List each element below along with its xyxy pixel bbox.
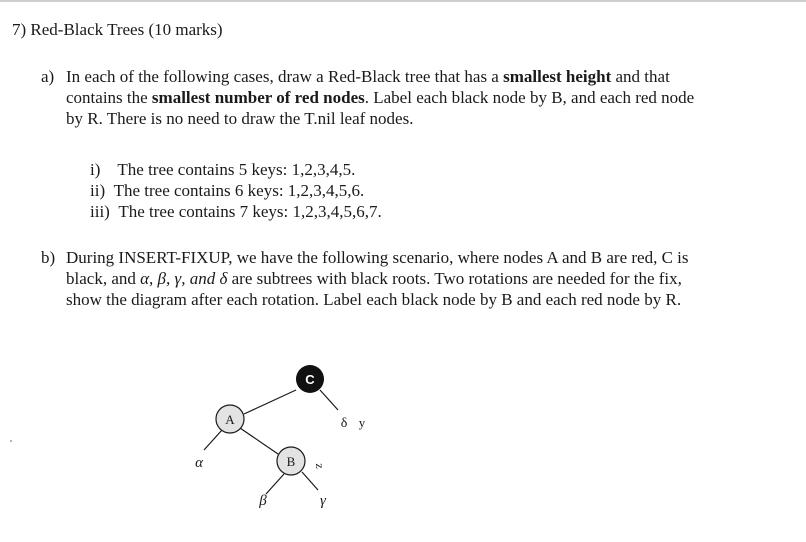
part-a-item-ii: ii) The tree contains 6 keys: 1,2,3,4,5,6. bbox=[90, 181, 365, 200]
edge-a-b bbox=[240, 428, 278, 454]
question-number: 7) bbox=[12, 20, 27, 39]
part-a-bold-smallest-height: smallest height bbox=[503, 67, 612, 86]
part-a-line-1-post: and that bbox=[611, 67, 670, 86]
stray-y-label: y bbox=[358, 415, 366, 430]
edge-c-a bbox=[244, 390, 296, 414]
question-title-text: Red-Black Trees (10 marks) bbox=[30, 20, 223, 39]
part-b-line-2-post: are subtrees with black roots. Two rotations are needed for the fix, bbox=[227, 269, 682, 288]
stray-z-label: z bbox=[313, 463, 327, 469]
node-b-label: B bbox=[286, 454, 296, 469]
node-c-label: C bbox=[305, 372, 315, 387]
part-b-line-2-pre: black, and bbox=[66, 269, 141, 288]
part-a-line-2-pre: contains the bbox=[66, 88, 152, 107]
alpha-label: α bbox=[195, 455, 203, 471]
part-a-line-3: by R. There is no need to draw the T.nil leaf nodes. bbox=[66, 109, 414, 128]
edge-b-gamma bbox=[302, 472, 318, 490]
edge-b-beta bbox=[266, 474, 284, 494]
beta-label: β bbox=[259, 493, 267, 509]
part-a-bold-smallest-red: smallest number of red nodes bbox=[151, 88, 365, 107]
edge-c-delta bbox=[320, 390, 338, 410]
part-a-item-iii: iii) The tree contains 7 keys: 1,2,3,4,5,6,7. bbox=[90, 202, 382, 221]
edge-a-alpha bbox=[204, 430, 222, 450]
part-b-line-1: During INSERT-FIXUP, we have the following scenario, where nodes A and B are red, C is bbox=[66, 248, 689, 267]
part-a-label: a) bbox=[41, 67, 55, 86]
node-a-label: A bbox=[225, 412, 235, 427]
delta-label: δ bbox=[340, 416, 348, 431]
part-b-label: b) bbox=[41, 248, 56, 267]
part-a-line-1-pre: In each of the following cases, draw a Red-Black tree that has a bbox=[66, 67, 504, 86]
part-a-line-2-post: . Label each black node by B, and each red node bbox=[364, 88, 695, 107]
part-b-line-3: show the diagram after each rotation. Label each black node by B and each red node by R. bbox=[66, 290, 682, 309]
part-b-greek-subtrees: α, β, γ, and δ bbox=[140, 269, 228, 288]
gamma-label: γ bbox=[320, 493, 326, 509]
part-a-item-i: i) The tree contains 5 keys: 1,2,3,4,5. bbox=[90, 160, 356, 179]
